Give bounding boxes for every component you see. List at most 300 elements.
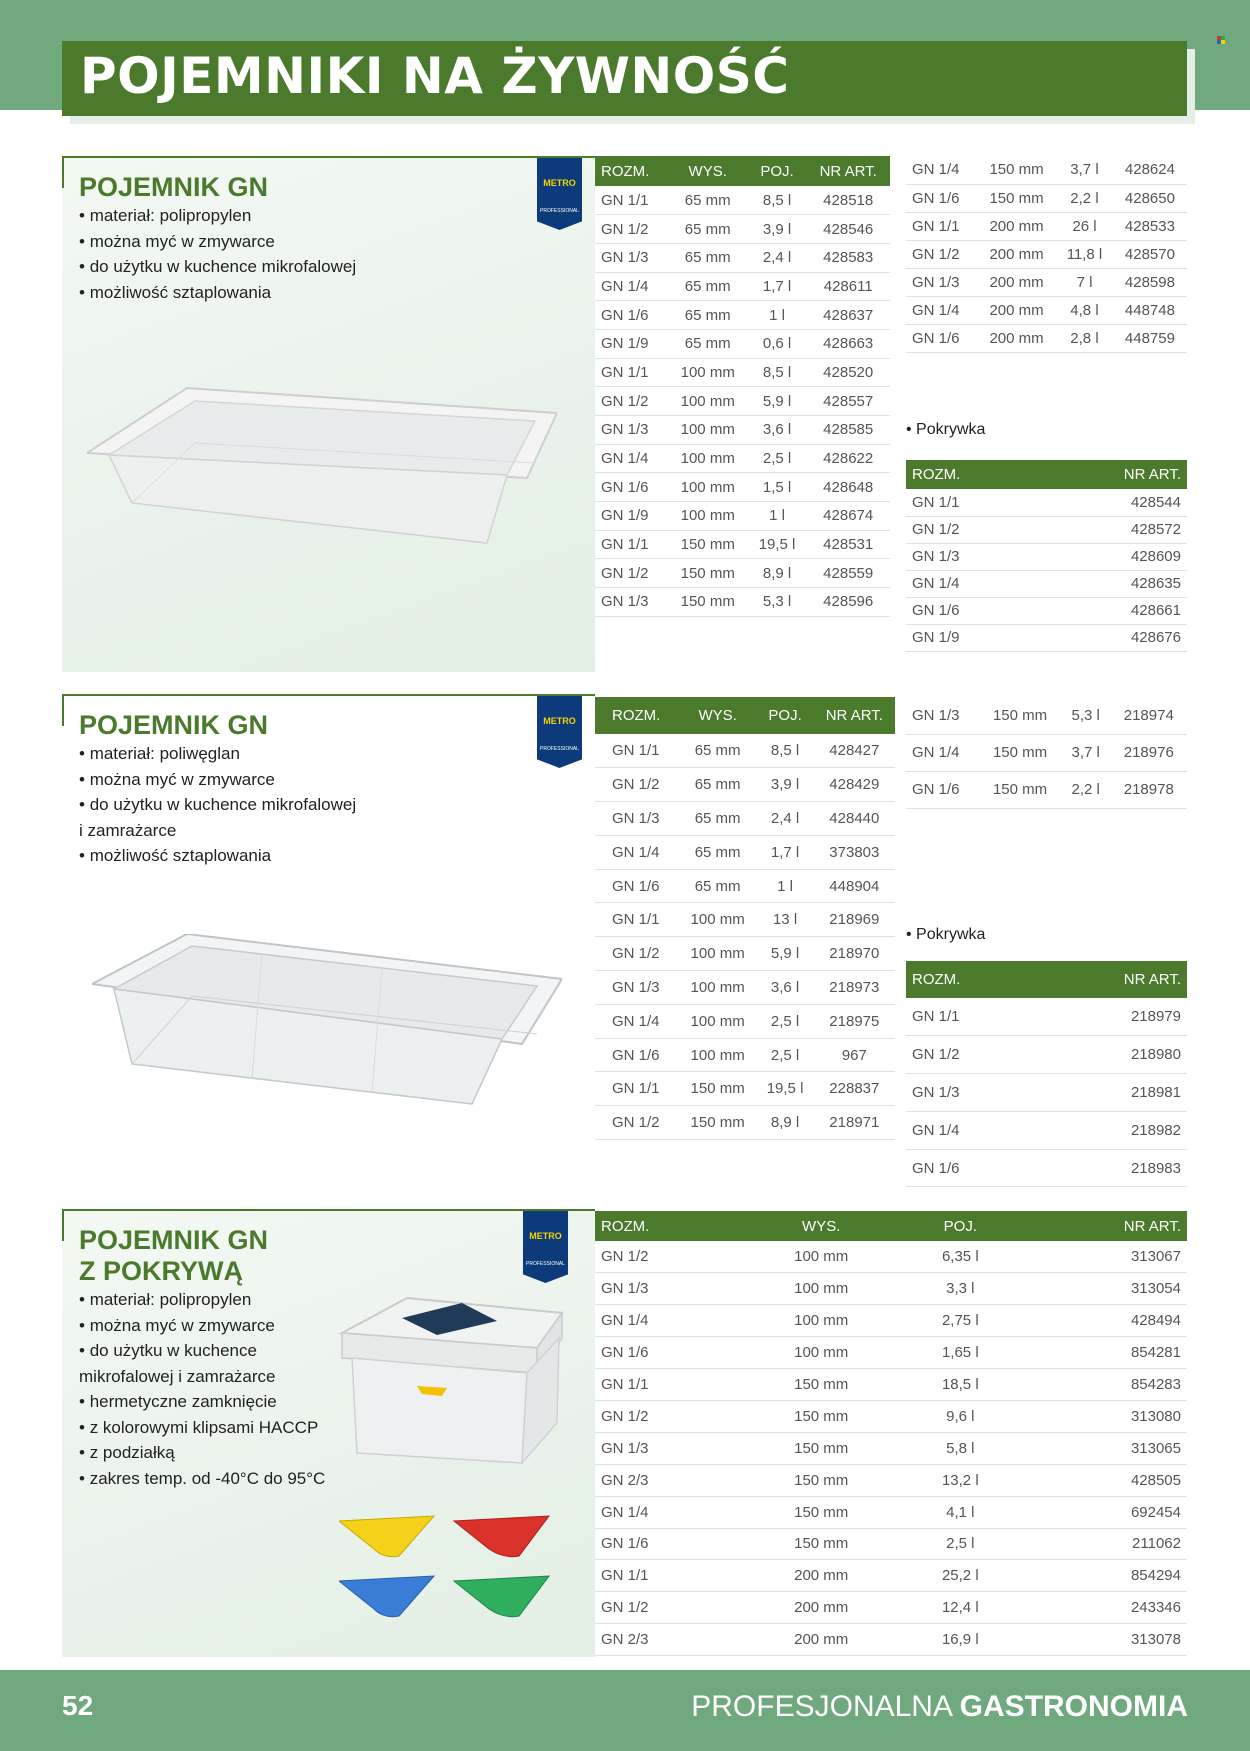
table-cell: GN 1/2 — [595, 215, 668, 244]
flag-icon — [1217, 36, 1225, 44]
table-cell: 2,5 l — [756, 1038, 813, 1072]
table-row — [595, 1464, 1187, 1496]
table-cell: 428570 — [1113, 240, 1187, 268]
table-cell: 313067 — [1019, 1241, 1187, 1273]
table-cell: GN 1/6 — [595, 1528, 741, 1560]
title-bar — [62, 41, 1187, 116]
table-cell: 150 mm — [668, 588, 748, 617]
table-cell: 2,2 l — [1061, 771, 1111, 808]
table-cell: 428533 — [1113, 212, 1187, 240]
col-header: NR ART. — [806, 156, 890, 186]
table-cell: 313065 — [1019, 1432, 1187, 1464]
table-cell: 1 l — [756, 869, 813, 903]
footer — [0, 1670, 1250, 1751]
table-cell: 200 mm — [977, 240, 1056, 268]
table-cell: GN 1/6 — [906, 324, 977, 352]
product-title-line: POJEMNIK GN — [79, 1225, 269, 1255]
table-cell: 150 mm — [741, 1432, 901, 1464]
table-cell: 200 mm — [741, 1592, 901, 1624]
table-cell: 100 mm — [668, 358, 748, 387]
table-row — [595, 734, 895, 768]
table-row — [906, 184, 1187, 212]
table-row — [595, 1624, 1187, 1656]
feature-item: • z kolorowymi klipsami HACCP — [79, 1415, 325, 1441]
feature-item: • możliwość sztaplowania — [79, 843, 356, 869]
table-cell: 200 mm — [977, 296, 1056, 324]
table-cell: 5,8 l — [901, 1432, 1019, 1464]
table-cell: 4,1 l — [901, 1496, 1019, 1528]
table-cell: 428429 — [814, 768, 895, 802]
table-cell: 8,5 l — [756, 734, 813, 768]
table-row — [906, 1149, 1187, 1187]
table-row — [595, 971, 895, 1005]
table-row — [906, 489, 1187, 516]
table-row — [595, 243, 890, 272]
table-cell: GN 1/3 — [595, 1432, 741, 1464]
table-cell: 2,8 l — [1056, 324, 1113, 352]
table-row — [906, 597, 1187, 624]
table-cell: 2,4 l — [756, 802, 813, 836]
table-cell: GN 1/4 — [595, 272, 668, 301]
table-row — [906, 156, 1187, 184]
table-cell: GN 1/1 — [595, 734, 679, 768]
table-cell: 428531 — [806, 530, 890, 559]
table-cell: 11,8 l — [1056, 240, 1113, 268]
table-row — [595, 329, 890, 358]
table-row — [595, 1560, 1187, 1592]
table-row — [595, 1072, 895, 1106]
table-row — [595, 1038, 895, 1072]
table-cell: 12,4 l — [901, 1592, 1019, 1624]
col-header: POJ. — [901, 1211, 1019, 1241]
footer-brand-light: PROFESJONALNA — [691, 1690, 952, 1723]
table-cell: GN 1/4 — [906, 570, 1037, 597]
col-header: ROZM. — [906, 961, 1037, 998]
table-cell: GN 1/1 — [595, 1369, 741, 1401]
table-cell: 65 mm — [668, 215, 748, 244]
table-cell: GN 1/2 — [906, 1036, 1037, 1074]
table-cell: 448904 — [814, 869, 895, 903]
table-cell: 428624 — [1113, 156, 1187, 184]
table-cell: 8,5 l — [748, 358, 807, 387]
table-cell: GN 1/3 — [906, 1074, 1037, 1112]
table-cell: 100 mm — [741, 1337, 901, 1369]
table-cell: 1,7 l — [748, 272, 807, 301]
col-header: NR ART. — [1037, 460, 1187, 489]
table-cell: 428676 — [1037, 624, 1187, 651]
table-cell: 200 mm — [741, 1624, 901, 1656]
table-cell: GN 1/1 — [906, 212, 977, 240]
table-cell: GN 1/1 — [595, 530, 668, 559]
table-cell: 428544 — [1037, 489, 1187, 516]
table-cell: GN 1/2 — [595, 1241, 741, 1273]
table-row — [595, 1337, 1187, 1369]
table-cell: 854294 — [1019, 1560, 1187, 1592]
spec-table-3 — [595, 1211, 1187, 1656]
table-cell: 218974 — [1111, 697, 1187, 734]
table-cell: GN 1/6 — [595, 869, 679, 903]
table-cell: 373803 — [814, 835, 895, 869]
table-cell: GN 1/9 — [595, 329, 668, 358]
lid-label: • Pokrywka — [906, 926, 985, 944]
table-cell: 100 mm — [668, 444, 748, 473]
table-cell: 5,3 l — [748, 588, 807, 617]
feature-item: mikrofalowej i zamrażarce — [79, 1366, 276, 1386]
col-header: WYS. — [679, 697, 757, 734]
table-cell: 13 l — [756, 903, 813, 937]
table-cell: 1,65 l — [901, 1337, 1019, 1369]
footer-brand — [691, 1690, 1188, 1724]
table-cell: 150 mm — [741, 1369, 901, 1401]
table-cell: 313054 — [1019, 1273, 1187, 1305]
table-cell: 854281 — [1019, 1337, 1187, 1369]
table-cell: GN 1/3 — [595, 243, 668, 272]
table-cell: 2,75 l — [901, 1305, 1019, 1337]
feature-item: • możliwość sztaplowania — [79, 280, 356, 306]
table-cell: GN 1/4 — [595, 835, 679, 869]
table-row — [906, 570, 1187, 597]
table-cell: 150 mm — [668, 559, 748, 588]
table-cell: 428611 — [806, 272, 890, 301]
table-row — [906, 240, 1187, 268]
table-cell: GN 1/2 — [595, 387, 668, 416]
col-header: POJ. — [748, 156, 807, 186]
table-cell: 100 mm — [741, 1273, 901, 1305]
table-cell: GN 1/6 — [595, 1038, 679, 1072]
table-cell: GN 1/6 — [906, 597, 1037, 624]
table-row — [595, 802, 895, 836]
table-cell: 428674 — [806, 502, 890, 531]
page-title: POJEMNIKI NA ŻYWNOŚĆ — [80, 47, 790, 105]
table-cell: GN 2/3 — [595, 1464, 741, 1496]
metro-professional-logo: METRO PROFESSIONAL — [523, 1211, 568, 1283]
table-row — [595, 444, 890, 473]
table-cell: 218969 — [814, 903, 895, 937]
metro-professional-logo: METRO PROFESSIONAL — [537, 158, 582, 230]
table-cell: 2,5 l — [901, 1528, 1019, 1560]
table-cell: 100 mm — [679, 1038, 757, 1072]
table-cell: 218973 — [814, 971, 895, 1005]
table-cell: GN 2/3 — [595, 1624, 741, 1656]
footer-brand-bold: GASTRONOMIA — [959, 1690, 1188, 1723]
table-cell: GN 1/4 — [906, 296, 977, 324]
table-row — [595, 768, 895, 802]
table-cell: 65 mm — [668, 301, 748, 330]
table-cell: 65 mm — [679, 835, 757, 869]
feature-list — [79, 1287, 325, 1491]
table-cell: GN 1/2 — [595, 559, 668, 588]
table-cell: 4,8 l — [1056, 296, 1113, 324]
table-cell: 1 l — [748, 301, 807, 330]
table-cell: GN 1/2 — [595, 1400, 741, 1432]
table-cell: 200 mm — [741, 1560, 901, 1592]
feature-item: • można myć w zmywarce — [79, 767, 356, 793]
table-cell: 6,35 l — [901, 1241, 1019, 1273]
table-cell: 65 mm — [668, 329, 748, 358]
table-cell: 2,5 l — [748, 444, 807, 473]
table-cell: 150 mm — [979, 697, 1061, 734]
col-header: POJ. — [756, 697, 813, 734]
table-row — [595, 416, 890, 445]
table-cell: GN 1/2 — [595, 768, 679, 802]
product-title: POJEMNIK GN — [79, 172, 269, 202]
table-cell: 218971 — [814, 1106, 895, 1140]
table-cell: GN 1/3 — [906, 697, 979, 734]
table-cell: 428585 — [806, 416, 890, 445]
table-cell: GN 1/1 — [595, 358, 668, 387]
table-cell: 428661 — [1037, 597, 1187, 624]
table-cell: 8,9 l — [748, 559, 807, 588]
table-cell: 100 mm — [679, 971, 757, 1005]
table-cell: 428494 — [1019, 1305, 1187, 1337]
table-cell: 967 — [814, 1038, 895, 1072]
table-row — [595, 835, 895, 869]
table-cell: 428635 — [1037, 570, 1187, 597]
table-cell: 313080 — [1019, 1400, 1187, 1432]
container-photo — [92, 934, 562, 1109]
table-cell: 1 l — [748, 502, 807, 531]
table-cell: GN 1/9 — [595, 502, 668, 531]
table-cell: 428557 — [806, 387, 890, 416]
table-cell: GN 1/4 — [595, 1004, 679, 1038]
table-cell: 65 mm — [679, 768, 757, 802]
metro-professional-logo: METRO PROFESSIONAL — [537, 696, 582, 768]
table-cell: 428559 — [806, 559, 890, 588]
table-row — [906, 771, 1187, 808]
table-cell: GN 1/1 — [595, 1560, 741, 1592]
product-title: POJEMNIK GN — [79, 710, 269, 740]
table-row — [595, 215, 890, 244]
table-cell: 0,6 l — [748, 329, 807, 358]
table-cell: 218975 — [814, 1004, 895, 1038]
table-cell: 428609 — [1037, 543, 1187, 570]
feature-list — [79, 203, 356, 305]
table-cell: 218983 — [1037, 1149, 1187, 1187]
table-cell: 448759 — [1113, 324, 1187, 352]
table-cell: GN 1/3 — [595, 802, 679, 836]
product-panel-3 — [62, 1209, 595, 1657]
table-cell: GN 1/3 — [906, 543, 1037, 570]
table-cell: 428518 — [806, 186, 890, 215]
table-cell: 428572 — [1037, 516, 1187, 543]
table-cell: 3,9 l — [748, 215, 807, 244]
table-cell: GN 1/6 — [906, 771, 979, 808]
table-cell: 1,5 l — [748, 473, 807, 502]
table-row — [595, 588, 890, 617]
table-cell: GN 1/4 — [906, 1111, 1037, 1149]
feature-item: • materiał: poliwęglan — [79, 741, 356, 767]
table-cell: 448748 — [1113, 296, 1187, 324]
table-cell: GN 1/4 — [595, 1305, 741, 1337]
table-cell: GN 1/6 — [595, 473, 668, 502]
table-row — [595, 502, 890, 531]
table-cell: 428427 — [814, 734, 895, 768]
table-row — [906, 324, 1187, 352]
table-cell: GN 1/3 — [906, 268, 977, 296]
table-cell: 150 mm — [668, 530, 748, 559]
table-cell: GN 1/1 — [906, 998, 1037, 1036]
table-cell: 8,5 l — [748, 186, 807, 215]
table-cell: 19,5 l — [748, 530, 807, 559]
table-row — [906, 543, 1187, 570]
table-cell: 218976 — [1111, 734, 1187, 771]
table-row — [595, 903, 895, 937]
table-cell: 5,3 l — [1061, 697, 1111, 734]
table-cell: 428546 — [806, 215, 890, 244]
table-row — [595, 1496, 1187, 1528]
table-cell: GN 1/4 — [595, 444, 668, 473]
table-row — [595, 272, 890, 301]
col-header: WYS. — [741, 1211, 901, 1241]
table-row — [595, 387, 890, 416]
table-row — [906, 697, 1187, 734]
table-cell: 243346 — [1019, 1592, 1187, 1624]
table-cell: 218978 — [1111, 771, 1187, 808]
table-row — [906, 1074, 1187, 1112]
table-cell: 428622 — [806, 444, 890, 473]
table-cell: GN 1/2 — [906, 240, 977, 268]
table-cell: 150 mm — [979, 734, 1061, 771]
table-cell: 428663 — [806, 329, 890, 358]
table-row — [595, 1273, 1187, 1305]
lid-label: • Pokrywka — [906, 421, 985, 439]
table-row — [906, 1111, 1187, 1149]
col-header: WYS. — [668, 156, 748, 186]
table-cell: 16,9 l — [901, 1624, 1019, 1656]
table-row — [595, 1106, 895, 1140]
table-row — [906, 998, 1187, 1036]
product-title — [79, 1225, 268, 1287]
col-header: ROZM. — [906, 460, 1037, 489]
table-cell: GN 1/2 — [595, 937, 679, 971]
table-cell: 26 l — [1056, 212, 1113, 240]
table-cell: 25,2 l — [901, 1560, 1019, 1592]
feature-list — [79, 741, 356, 869]
table-row — [906, 212, 1187, 240]
table-cell: 428598 — [1113, 268, 1187, 296]
table-cell: 19,5 l — [756, 1072, 813, 1106]
table-row — [595, 937, 895, 971]
table-cell: 150 mm — [679, 1106, 757, 1140]
table-row — [595, 1528, 1187, 1560]
table-cell: 150 mm — [977, 184, 1056, 212]
table-cell: 100 mm — [668, 473, 748, 502]
table-cell: 200 mm — [977, 324, 1056, 352]
feature-item: • z podziałką — [79, 1440, 325, 1466]
table-cell: 9,6 l — [901, 1400, 1019, 1432]
table-row — [906, 268, 1187, 296]
feature-item: • materiał: polipropylen — [79, 1287, 325, 1313]
table-cell: GN 1/1 — [595, 186, 668, 215]
table-cell: 150 mm — [741, 1496, 901, 1528]
table-cell: 218970 — [814, 937, 895, 971]
table-cell: 100 mm — [679, 903, 757, 937]
table-cell: GN 1/2 — [595, 1106, 679, 1140]
spec-table-2b — [906, 697, 1187, 809]
table-cell: 65 mm — [668, 272, 748, 301]
table-row — [906, 1036, 1187, 1074]
table-cell: GN 1/2 — [595, 1592, 741, 1624]
spec-table-2a — [595, 697, 895, 1140]
table-row — [595, 186, 890, 215]
table-row — [906, 624, 1187, 651]
table-cell: 2,4 l — [748, 243, 807, 272]
table-cell: 428505 — [1019, 1464, 1187, 1496]
table-cell: 65 mm — [679, 734, 757, 768]
table-row — [906, 516, 1187, 543]
table-row — [595, 1592, 1187, 1624]
table-cell: 854283 — [1019, 1369, 1187, 1401]
table-cell: 7 l — [1056, 268, 1113, 296]
table-cell: 150 mm — [741, 1464, 901, 1496]
col-header: ROZM. — [595, 156, 668, 186]
table-row — [595, 301, 890, 330]
table-cell: GN 1/1 — [906, 489, 1037, 516]
table-cell: 428440 — [814, 802, 895, 836]
table-cell: GN 1/9 — [906, 624, 1037, 651]
table-cell: 218979 — [1037, 998, 1187, 1036]
col-header: NR ART. — [1037, 961, 1187, 998]
table-cell: GN 1/6 — [595, 301, 668, 330]
table-cell: 100 mm — [741, 1241, 901, 1273]
table-row — [595, 1004, 895, 1038]
table-cell: 2,2 l — [1056, 184, 1113, 212]
table-cell: 3,7 l — [1061, 734, 1111, 771]
table-cell: 100 mm — [668, 416, 748, 445]
haccp-clips-photo — [339, 1511, 559, 1626]
table-cell: GN 1/6 — [906, 1149, 1037, 1187]
container-with-lid-photo — [337, 1293, 567, 1468]
feature-item: • można myć w zmywarce — [79, 229, 356, 255]
table-row — [906, 734, 1187, 771]
table-cell: 428648 — [806, 473, 890, 502]
col-header: ROZM. — [595, 1211, 741, 1241]
table-cell: GN 1/3 — [595, 971, 679, 1005]
table-cell: 3,9 l — [756, 768, 813, 802]
table-cell: GN 1/3 — [595, 588, 668, 617]
table-cell: 228837 — [814, 1072, 895, 1106]
table-cell: 65 mm — [668, 186, 748, 215]
table-cell: 150 mm — [977, 156, 1056, 184]
table-cell: 218981 — [1037, 1074, 1187, 1112]
spec-table-1b — [906, 156, 1187, 353]
table-cell: 692454 — [1019, 1496, 1187, 1528]
table-cell: 150 mm — [741, 1528, 901, 1560]
table-cell: 3,7 l — [1056, 156, 1113, 184]
table-cell: GN 1/6 — [906, 184, 977, 212]
table-row — [595, 1305, 1187, 1337]
table-row — [595, 530, 890, 559]
table-cell: GN 1/3 — [595, 1273, 741, 1305]
table-row — [595, 559, 890, 588]
container-photo — [87, 383, 557, 548]
table-cell: GN 1/4 — [906, 156, 977, 184]
table-cell: 65 mm — [668, 243, 748, 272]
table-cell: 218982 — [1037, 1111, 1187, 1149]
table-cell: 1,7 l — [756, 835, 813, 869]
product-title-line: Z POKRYWĄ — [79, 1256, 243, 1286]
lid-table-2 — [906, 961, 1187, 1187]
table-cell: 150 mm — [741, 1400, 901, 1432]
table-row — [595, 1432, 1187, 1464]
table-cell: 100 mm — [668, 387, 748, 416]
table-cell: 211062 — [1019, 1528, 1187, 1560]
col-header: NR ART. — [814, 697, 895, 734]
table-cell: 100 mm — [679, 937, 757, 971]
table-cell: 8,9 l — [756, 1106, 813, 1140]
table-row — [595, 473, 890, 502]
table-cell: 428650 — [1113, 184, 1187, 212]
